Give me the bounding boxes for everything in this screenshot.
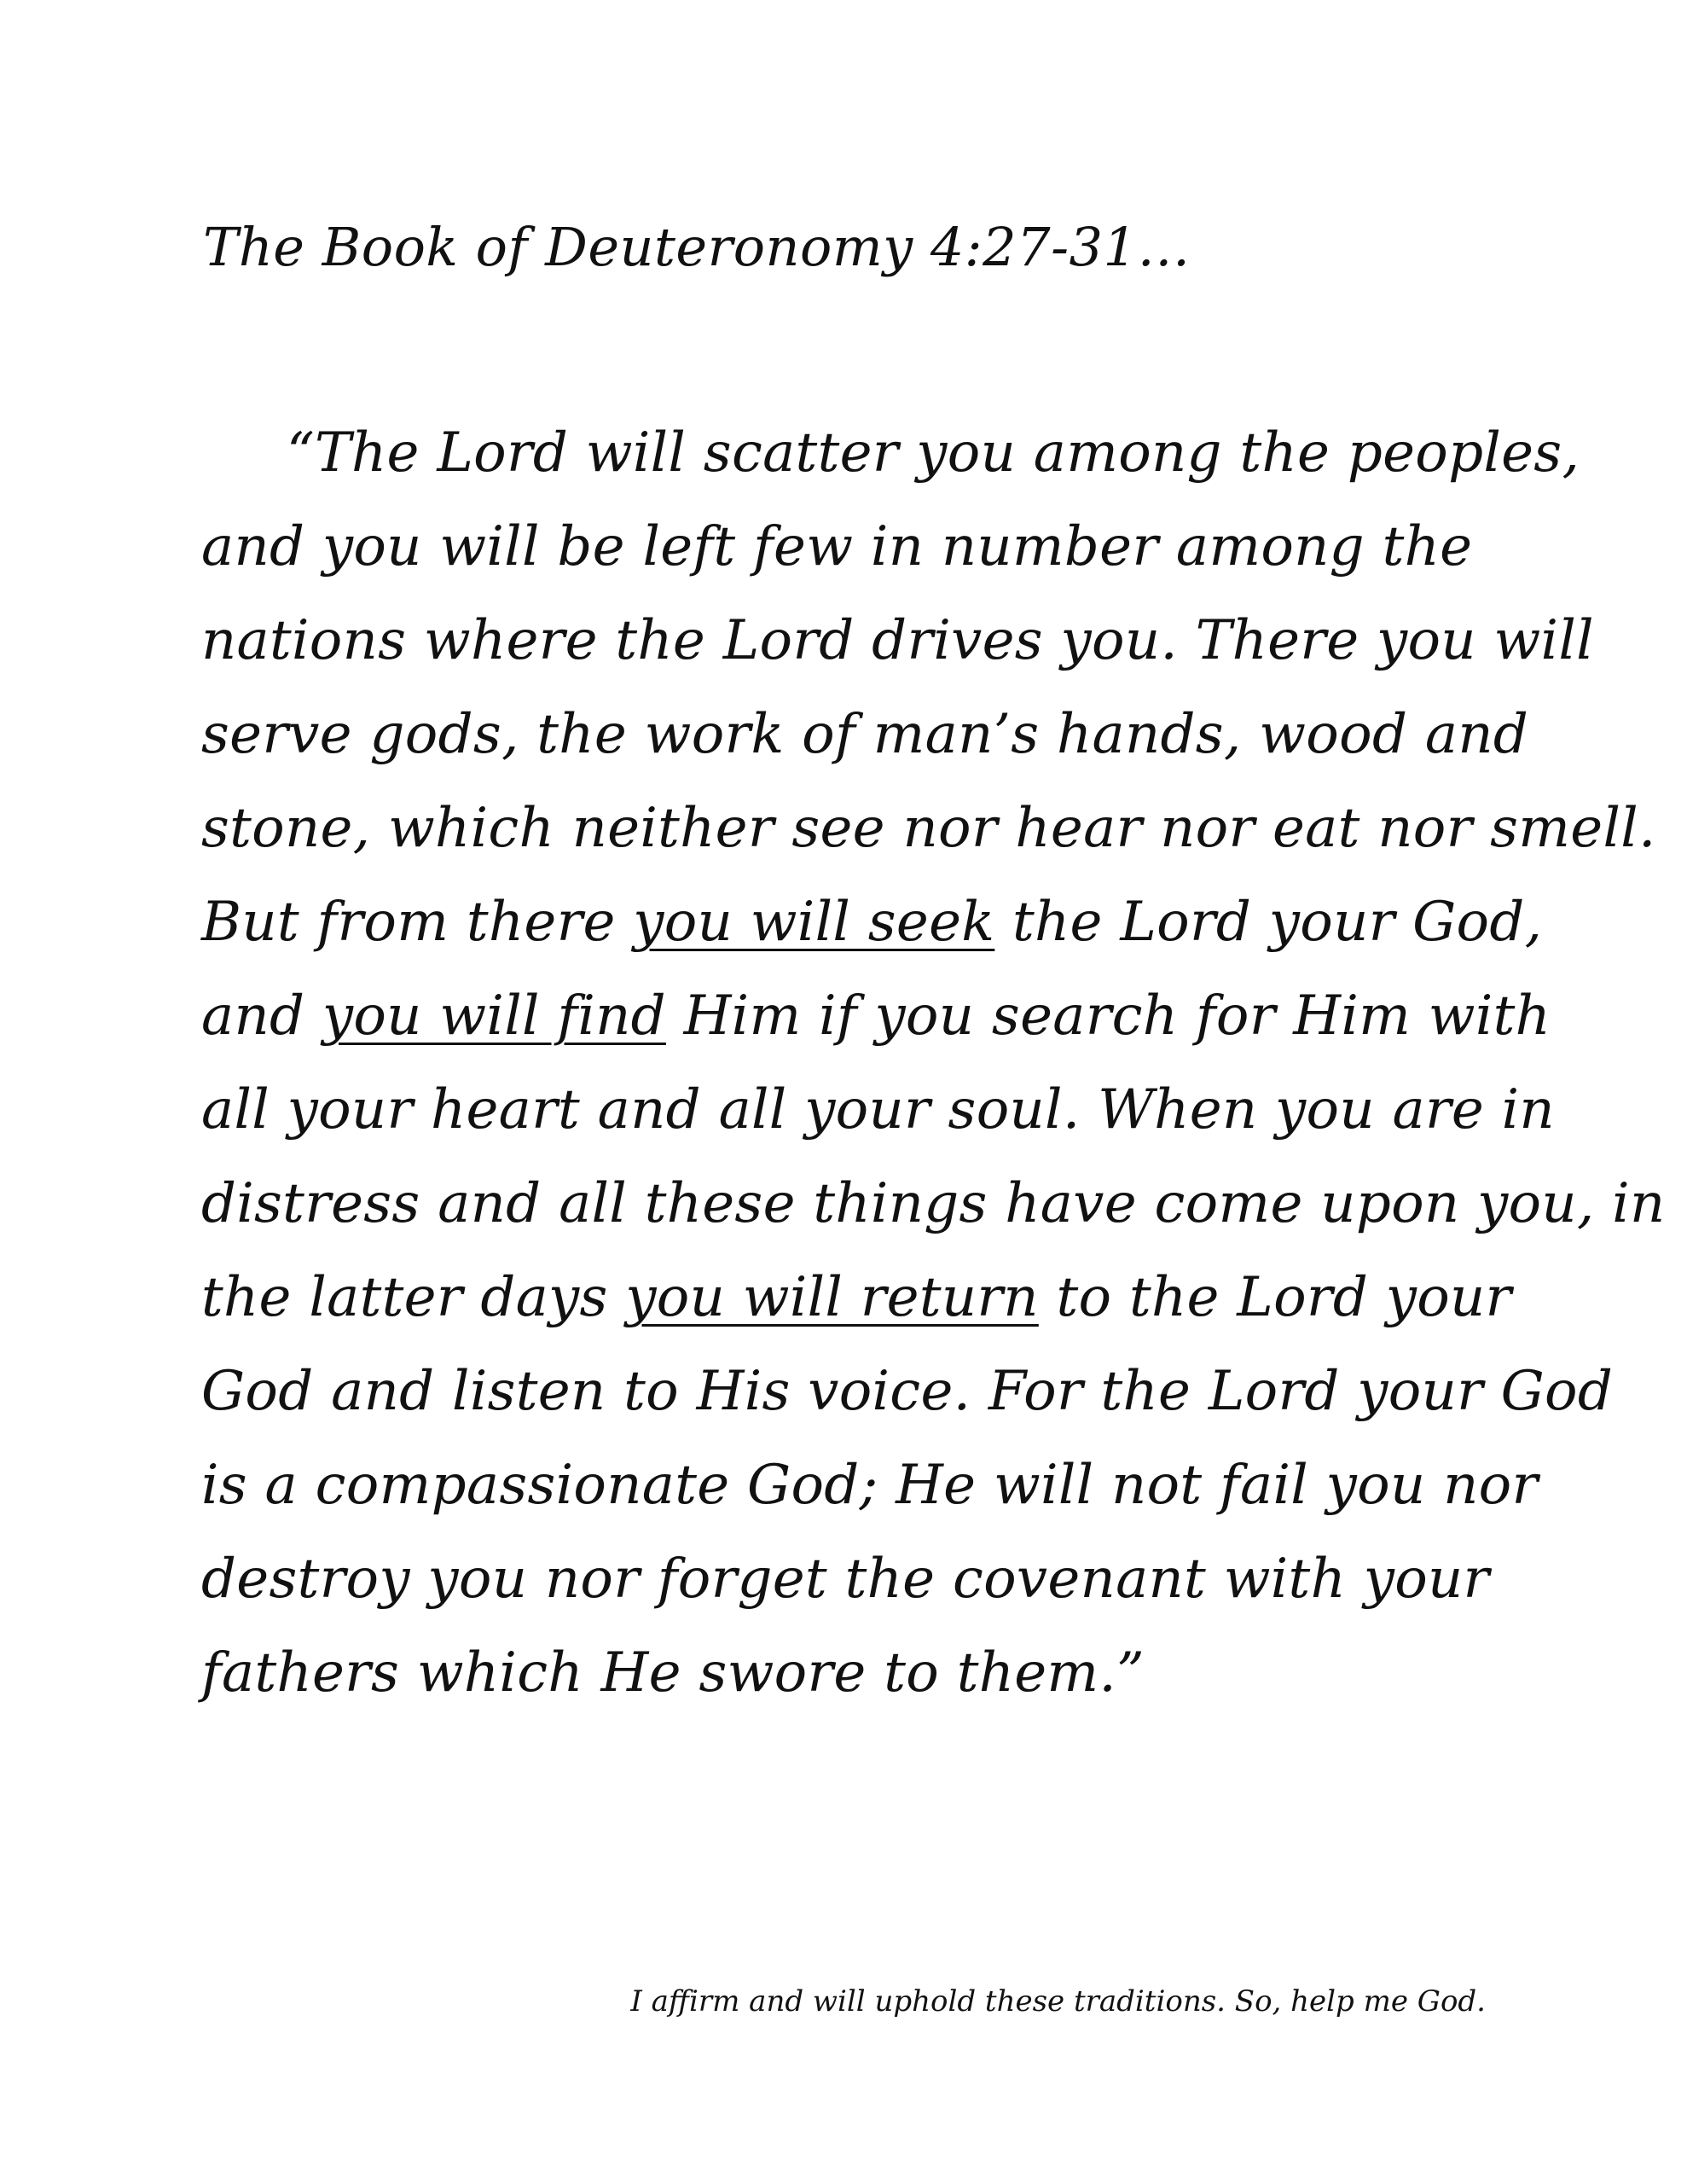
passage-text: distress and all these things have come upon you, in	[201, 1172, 1666, 1235]
passage-line	[201, 781, 1656, 875]
passage-line	[201, 1251, 1532, 1345]
page-title: The Book of Deuteronomy 4:27-31…	[203, 216, 1191, 278]
underlined-phrase: you will return	[625, 1266, 1039, 1329]
passage-line	[201, 1532, 1532, 1626]
passage-line	[201, 406, 1580, 500]
underlined-phrase: you will find	[322, 985, 666, 1048]
passage-text: stone, which neither see nor hear nor eat nor smell.	[201, 797, 1656, 860]
passage-line	[201, 1345, 1614, 1438]
passage-text: destroy you nor forget the covenant with your	[201, 1548, 1490, 1611]
passage-text: nations where the Lord drives you. There you will	[201, 609, 1594, 672]
passage-text: the Lord your God,	[994, 891, 1543, 954]
passage-text: fathers which He swore to them.”	[201, 1641, 1145, 1705]
passage-line	[201, 875, 1543, 969]
scripture-passage	[201, 406, 1666, 1720]
passage-text: God and listen to His voice. For the Lord your God	[201, 1360, 1614, 1423]
passage-text: and	[201, 985, 322, 1048]
passage-line	[201, 1438, 1539, 1532]
passage-line	[201, 500, 1532, 594]
passage-text: Him if you search for Him with	[665, 985, 1551, 1048]
passage-text: “The Lord will scatter you among the peoples,	[287, 421, 1580, 485]
passage-text: is a compassionate God; He will not fail you nor	[201, 1454, 1539, 1517]
passage-text: the latter days	[201, 1266, 626, 1329]
passage-text: to the Lord your	[1038, 1266, 1512, 1329]
underlined-phrase: you will seek	[633, 891, 995, 954]
affirmation-footer: I affirm and will uphold these traditions. So, help me God.	[630, 1984, 1486, 2018]
passage-line	[201, 1157, 1666, 1251]
passage-line	[201, 1626, 1532, 1720]
passage-line	[201, 969, 1551, 1063]
passage-line	[201, 594, 1594, 688]
passage-line	[201, 688, 1532, 781]
passage-line	[201, 1063, 1555, 1157]
passage-text: and you will be left few in number among the	[201, 515, 1473, 578]
passage-text: serve gods, the work of man’s hands, wood and	[201, 703, 1529, 766]
passage-text: all your heart and all your soul. When you are in	[201, 1078, 1555, 1141]
passage-text: But from there	[201, 891, 634, 954]
